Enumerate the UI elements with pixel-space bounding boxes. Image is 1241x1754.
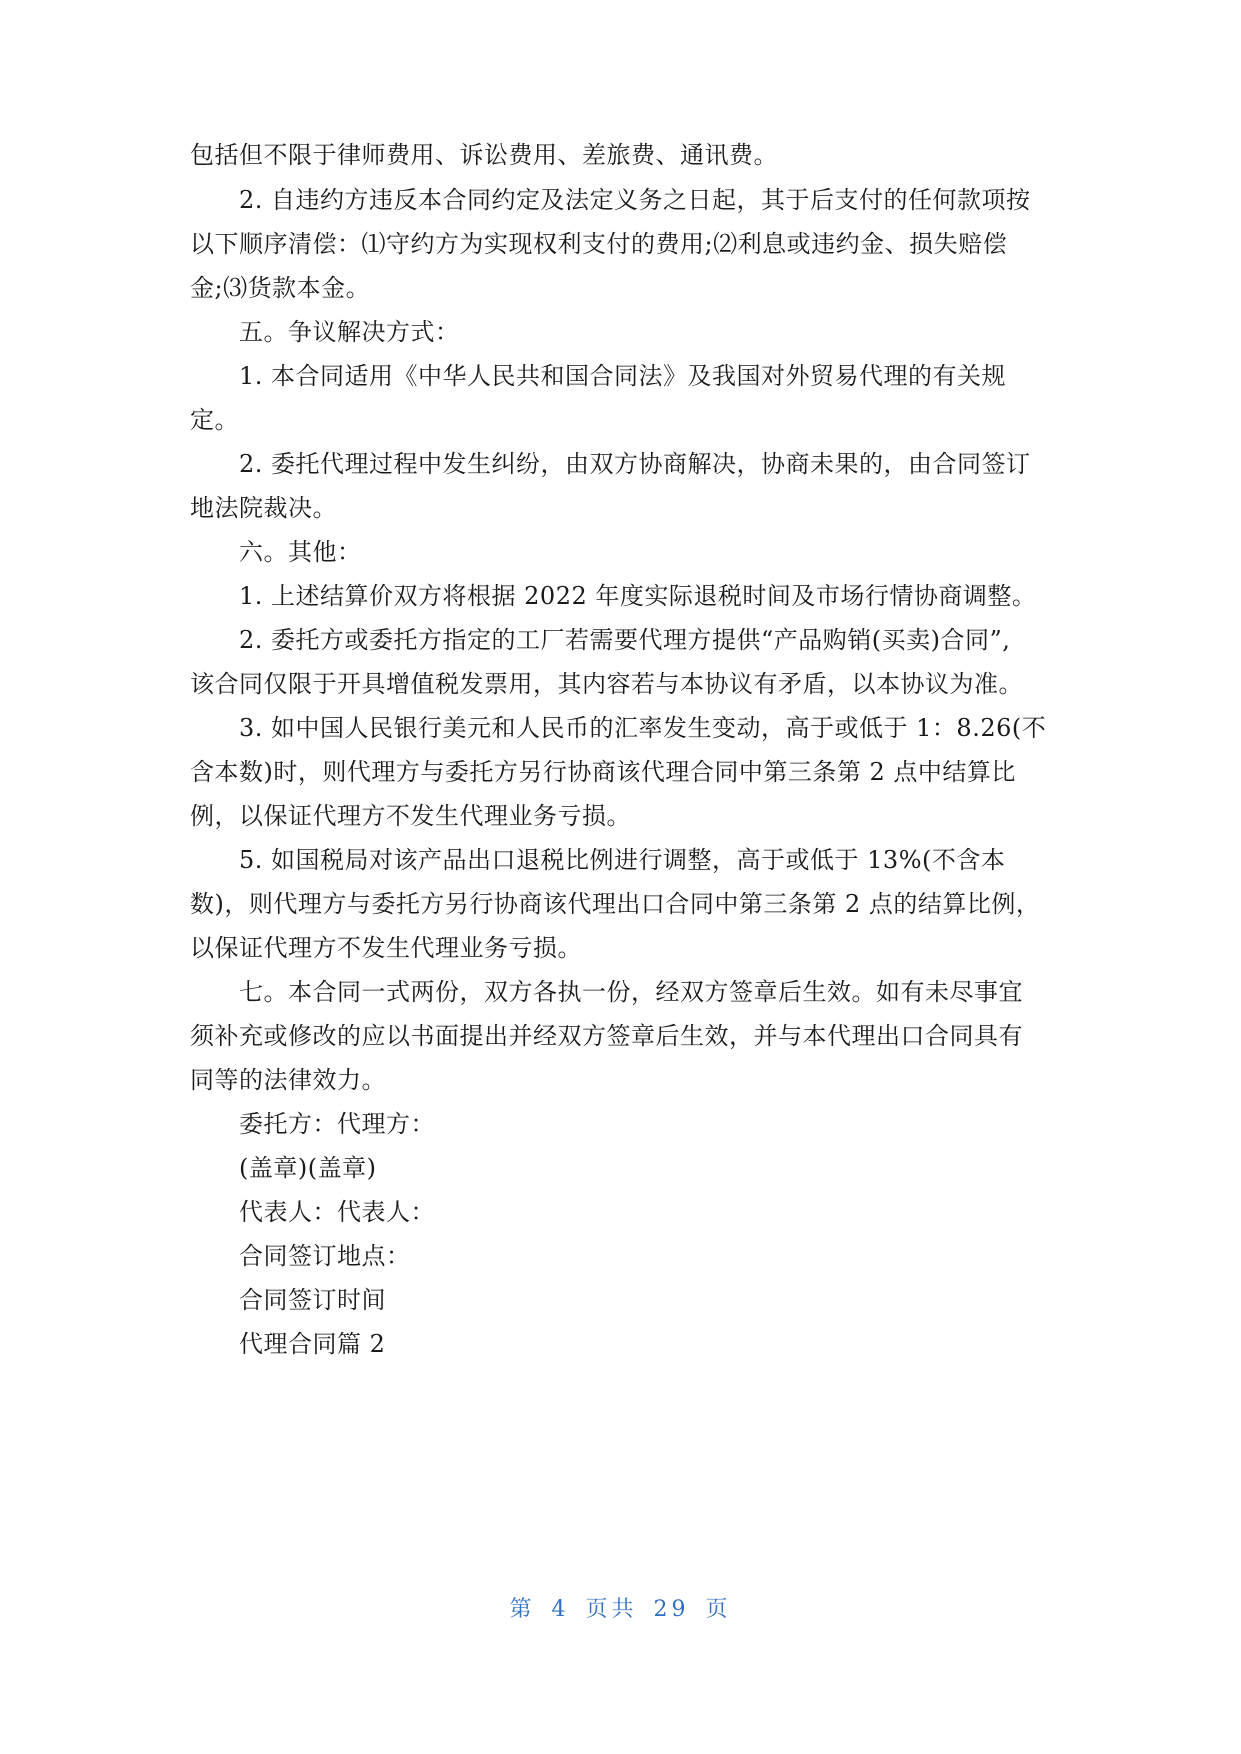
signing-time: 合同签订时间	[239, 1286, 386, 1314]
signature-parties: 委托方：代理方：	[239, 1110, 435, 1138]
text-line: 1. 上述结算价双方将根据 2022 年度实际退税时间及市场行情协商调整。	[239, 582, 1037, 610]
footer-suffix: 页	[705, 1597, 732, 1622]
current-page-number: 4	[551, 1597, 570, 1622]
text-line: 须补充或修改的应以书面提出并经双方签章后生效，并与本代理出口合同具有	[190, 1022, 1023, 1050]
footer-middle: 页共	[585, 1597, 638, 1622]
text-line: 1. 本合同适用《中华人民共和国合同法》及我国对外贸易代理的有关规	[239, 362, 1007, 390]
text-line: 3. 如中国人民银行美元和人民币的汇率发生变动，高于或低于 1：8.26(不	[239, 714, 1047, 742]
representatives: 代表人：代表人：	[239, 1198, 435, 1226]
text-line: 以下顺序清偿：⑴守约方为实现权利支付的费用;⑵利息或违约金、损失赔偿	[190, 230, 1008, 258]
text-line: 2. 委托代理过程中发生纠纷，由双方协商解决，协商未果的，由合同签订	[239, 450, 1031, 478]
text-line: 金;⑶货款本金。	[190, 274, 371, 302]
text-line: 定。	[190, 406, 239, 434]
next-section-title: 代理合同篇 2	[239, 1330, 386, 1358]
seal-placeholders: (盖章)(盖章)	[239, 1154, 377, 1182]
text-line: 5. 如国税局对该产品出口退税比例进行调整，高于或低于 13%(不含本	[239, 846, 1006, 874]
text-line: 2. 自违约方违反本合同约定及法定义务之日起，其于后支付的任何款项按	[239, 186, 1031, 214]
text-line: 2. 委托方或委托方指定的工厂若需要代理方提供“产品购销(买卖)合同”,	[239, 626, 1011, 654]
signing-place: 合同签订地点：	[239, 1242, 411, 1270]
text-line: 该合同仅限于开具增值税发票用，其内容若与本协议有矛盾，以本协议为准。	[190, 670, 1023, 698]
page-footer	[0, 1595, 1241, 1625]
text-line: 包括但不限于律师费用、诉讼费用、差旅费、通讯费。	[190, 141, 778, 169]
section-heading: 六。其他：	[239, 538, 362, 566]
section-heading: 五。争议解决方式：	[239, 318, 460, 346]
text-line: 同等的法律效力。	[190, 1066, 386, 1094]
text-line: 地法院裁决。	[190, 494, 337, 522]
text-line: 七。本合同一式两份，双方各执一份，经双方签章后生效。如有未尽事宜	[239, 978, 1023, 1006]
text-line: 数)，则代理方与委托方另行协商该代理出口合同中第三条第 2 点的结算比例，	[190, 890, 1041, 918]
text-line: 含本数)时，则代理方与委托方另行协商该代理合同中第三条第 2 点中结算比	[190, 758, 1016, 786]
total-pages: 29	[653, 1597, 690, 1622]
footer-prefix: 第	[509, 1597, 536, 1622]
text-line: 例，以保证代理方不发生代理业务亏损。	[190, 802, 631, 830]
text-line: 以保证代理方不发生代理业务亏损。	[190, 934, 582, 962]
